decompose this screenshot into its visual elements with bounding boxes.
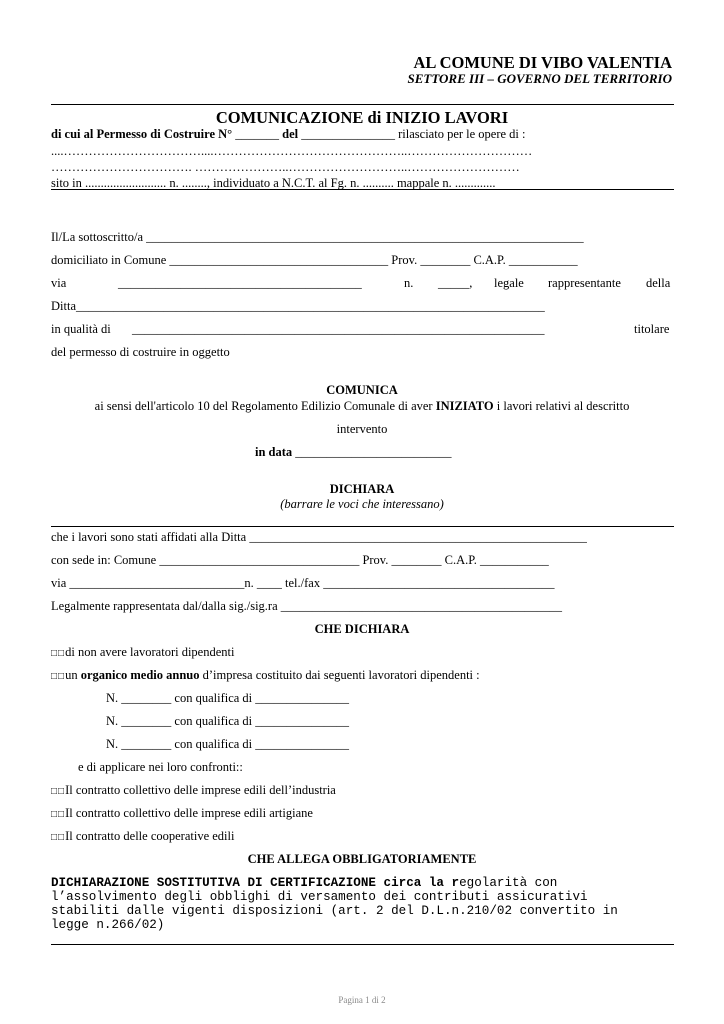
divider-permit — [51, 189, 674, 190]
recipient-subtitle: SETTORE III – GOVERNO DEL TERRITORIO — [407, 71, 672, 86]
undersigned-field[interactable]: Il/La sottoscritto/a ______________________________________________________________________ — [51, 230, 584, 244]
role-label: in qualità di — [51, 322, 111, 336]
number-blank[interactable]: _____, — [438, 276, 473, 290]
rappresentante-word: rappresentante — [548, 276, 621, 290]
contract-option[interactable] — [51, 829, 234, 844]
divider-dichiara — [51, 526, 674, 527]
che-dichiara-heading: CHE DICHIARA — [314, 622, 410, 636]
contract-option-label: Il contratto collettivo delle imprese edili dell’industria — [65, 783, 336, 797]
document-title: COMUNICAZIONE di INIZIO LAVORI — [215, 108, 509, 127]
worker-line[interactable]: N. ________ con qualifica di _______________ — [106, 691, 350, 705]
comunica-intervento: intervento — [336, 422, 388, 436]
comunica-heading: COMUNICA — [326, 383, 398, 397]
number-label: n. — [404, 276, 414, 290]
company-field[interactable]: Ditta___________________________________________________________________________ — [51, 299, 545, 313]
comunica-text-a: ai sensi dell'articolo 10 del Regolamento Edilizio Comunale di aver — [94, 399, 436, 413]
comunica-text — [0, 399, 724, 414]
contract-option[interactable] — [51, 783, 336, 798]
attachment-line-4: legge n.266/02) — [51, 918, 165, 932]
permit-holder-line: del permesso di costruire in oggetto — [51, 345, 230, 359]
recipient-title: AL COMUNE DI VIBO VALENTIA — [413, 53, 672, 72]
option-staff-a: un — [65, 668, 81, 682]
attachment-line-3: stabiliti dalle vigenti disposizioni (art. 2 del D.L.n.210/02 convertito in — [51, 904, 618, 918]
attachment-bold: DICHIARAZIONE SOSTITUTIVA DI CERTIFICAZIONE circa la r — [51, 876, 460, 890]
page-number: Pagina 1 di 2 — [338, 995, 386, 1005]
option-no-employees-label: di non avere lavoratori dipendenti — [65, 645, 235, 659]
option-staff-b: d’impresa costituito dai seguenti lavoratori dipendenti : — [199, 668, 480, 682]
contract-option-label: Il contratto delle cooperative edili — [65, 829, 235, 843]
site-location-line[interactable]: sito in .......................... n. ........, individuato a N.C.T. al Fg. n. .......... mappale n. ............. — [51, 176, 496, 190]
checkbox-icon[interactable]: □□ — [51, 648, 66, 659]
legale-word: legale — [494, 276, 524, 290]
dichiara-heading: DICHIARA — [329, 482, 395, 496]
permit-works-dots-2[interactable]: ……………………………. …………………..………………………..……………………… — [51, 160, 520, 174]
role-blank[interactable]: __________________________________________________________________ — [132, 322, 545, 336]
via-label: via — [51, 276, 67, 290]
start-date-line — [255, 445, 452, 460]
worker-line[interactable]: N. ________ con qualifica di _______________ — [106, 714, 350, 728]
apply-contracts-label: e di applicare nei loro confronti:: — [78, 760, 243, 774]
start-date-label: in data — [255, 445, 293, 459]
permit-number-blank[interactable]: _______ — [232, 127, 283, 141]
worker-line[interactable]: N. ________ con qualifica di _______________ — [106, 737, 350, 751]
comunica-text-b: i lavori relativi al descritto — [493, 399, 630, 413]
permit-works-dots-1[interactable]: ....……………………………....………………………………………..………………………… — [51, 144, 533, 158]
attachment-rest: egolarità con — [459, 876, 558, 890]
company-address-field[interactable]: via ____________________________n. ____ tel./fax _____________________________________ — [51, 576, 555, 590]
divider-top — [51, 104, 674, 105]
assigned-company-field[interactable]: che i lavori sono stati affidati alla Ditta ______________________________________________________ — [51, 530, 587, 544]
contract-option-label: Il contratto collettivo delle imprese edili artigiane — [65, 806, 313, 820]
option-staff-bold: organico medio annuo — [80, 668, 200, 682]
permit-works-label: rilasciato per le opere di : — [398, 127, 526, 141]
checkbox-icon[interactable]: □□ — [51, 809, 66, 820]
contract-option[interactable] — [51, 806, 313, 821]
attachment-line-2: l’assolvimento degli obblighi di versamento dei contributi assicurativi — [51, 890, 588, 904]
checkbox-icon[interactable]: □□ — [51, 671, 66, 682]
permit-number-label: di cui al Permesso di Costruire N° — [51, 127, 233, 141]
checkbox-icon[interactable]: □□ — [51, 786, 66, 797]
dichiara-note: (barrare le voci che interessano) — [280, 497, 444, 511]
comunica-started: INIZIATO — [435, 399, 494, 413]
option-staff[interactable] — [51, 668, 480, 683]
che-allega-heading: CHE ALLEGA OBBLIGATORIAMENTE — [247, 852, 477, 866]
della-word: della — [646, 276, 671, 290]
permit-date-blank[interactable]: _______________ — [298, 127, 399, 141]
option-no-employees[interactable] — [51, 645, 234, 660]
divider-bottom — [51, 944, 674, 945]
legal-representative-field[interactable]: Legalmente rappresentata dal/dalla sig./sig.ra _____________________________________________ — [51, 599, 563, 613]
holder-word: titolare — [634, 322, 670, 336]
start-date-blank[interactable]: _________________________ — [292, 445, 452, 459]
checkbox-icon[interactable]: □□ — [51, 832, 66, 843]
attachment-line-1 — [51, 876, 557, 890]
permit-date-label: del — [282, 127, 299, 141]
company-seat-field[interactable]: con sede in: Comune ________________________________ Prov. ________ C.A.P. ___________ — [51, 553, 549, 567]
via-blank[interactable]: _______________________________________ — [118, 276, 362, 290]
permit-line — [51, 127, 526, 142]
residence-field[interactable]: domiciliato in Comune ___________________________________ Prov. ________ C.A.P. ___________ — [51, 253, 578, 267]
